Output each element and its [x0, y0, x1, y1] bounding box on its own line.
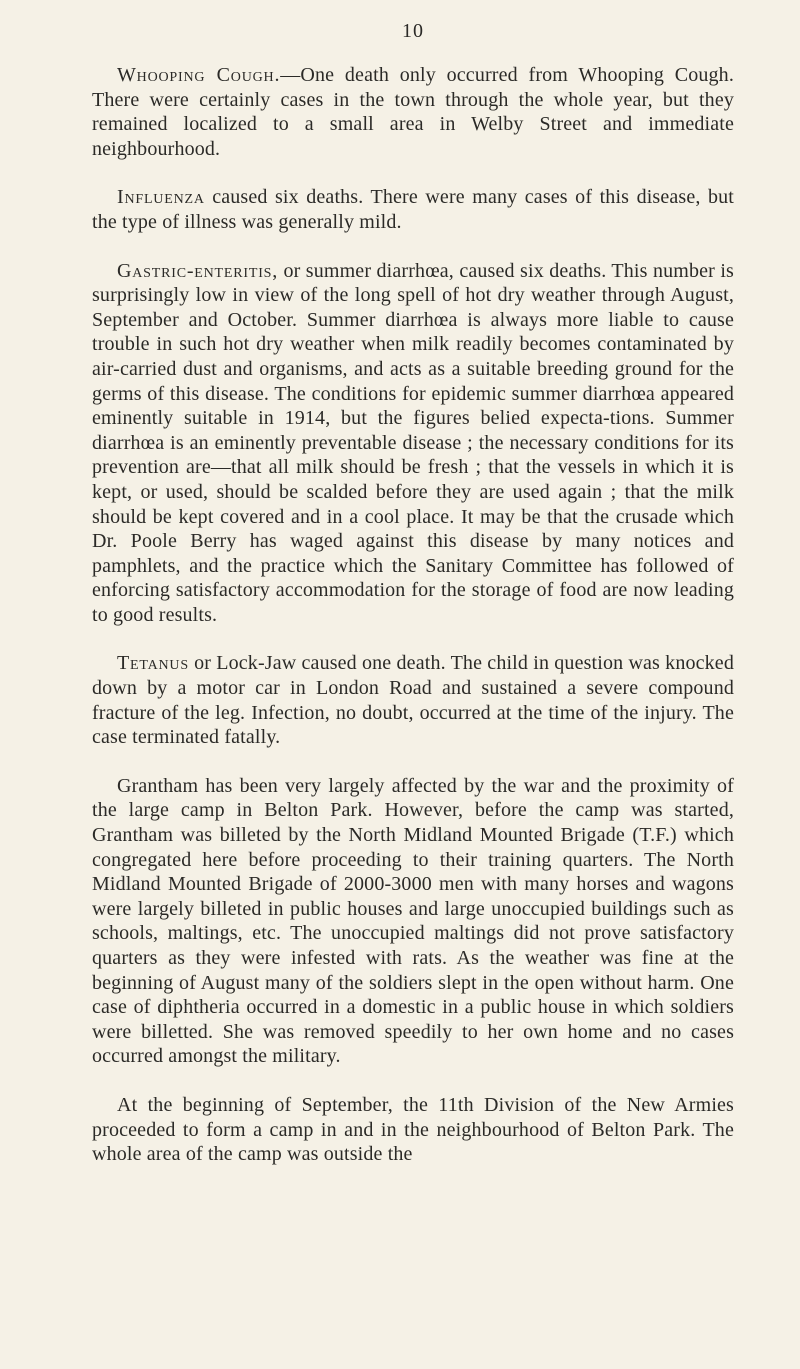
paragraph-text: caused six deaths. There were many cases of this disease, but the type of illness was generally mild.	[92, 186, 734, 233]
paragraph-grantham-war	[92, 774, 734, 1069]
section-heading: Tetanus	[117, 652, 189, 675]
paragraph-new-armies	[92, 1093, 734, 1167]
paragraph-whooping-cough	[92, 63, 734, 161]
paragraph-text: At the beginning of September, the 11th Division of the New Armies proceeded to form a camp in and in the neighbourhood of Belton Park. The whole area of the camp was outside the	[92, 1093, 734, 1166]
paragraph-text: or summer diarrhœa, caused six deaths. This number is surprisingly low in view of the long spell of hot dry weather through August, September and October. Summer diarrhœa is always more liable to cause trouble in such hot dry weather when milk readily becomes contaminated by air-carried dust and organisms, and acts as a suitable breeding ground for the germs of this disease. The conditions for epidemic summer diarrhœa appeared eminently suitable in 1914, but the figures belied expecta-tions. Summer diarrhœa is an eminently preventable disease ; the necessary conditions for its prevention are—that all milk should be fresh ; that the vessels in which it is kept, or used, should be scalded before they are used again ; that the milk should be kept covered and in a cool place. It may be that the crusade which Dr. Poole Berry has waged against this disease by many notices and pamphlets, and the practice which the Sanitary Committee has followed of enforcing satisfactory accommodation for the storage of food are now leading to good results.	[92, 259, 734, 626]
paragraph-text: —One death only occurred from Whooping Cough. There were certainly cases in the town through the whole year, but they remained localized to a small area in Welby Street and immediate neighbourhood.	[92, 64, 734, 160]
page-number: 10	[402, 20, 424, 42]
paragraph-gastric-enteritis	[92, 259, 734, 628]
paragraph-text: or Lock-Jaw caused one death. The child in question was knocked down by a motor car in London Road and sustained a severe compound fracture of the leg. Infection, no doubt, occurred at the time of the injury. The case terminated fatally.	[92, 652, 734, 749]
paragraph-tetanus	[92, 651, 734, 749]
paragraph-influenza	[92, 185, 734, 234]
section-heading: Gastric-enteritis,	[117, 259, 279, 282]
section-heading: Influenza	[117, 186, 205, 209]
section-heading: Whooping Cough.	[117, 64, 281, 86]
paragraph-text: Grantham has been very largely affected by the war and the proximity of the large camp in Belton Park. However, before the camp was started, Grantham was billeted by the North Midland Mounted Brigade (T.F.) which congregated here before proceeding to their training quarters. The North Midland Mounted Brigade of 2000-3000 men with many horses and wagons were largely billeted in public houses and large unoccupied buildings such as schools, maltings, etc. The unoccupied maltings did not prove satisfactory quarters as they were infested with rats. As the weather was fine at the beginning of August many of the soldiers slept in the open without harm. One case of diphtheria occurred in a domestic in a public house in which soldiers were billetted. She was removed speedily to her own home and no cases occurred amongst the military.	[92, 774, 734, 1068]
